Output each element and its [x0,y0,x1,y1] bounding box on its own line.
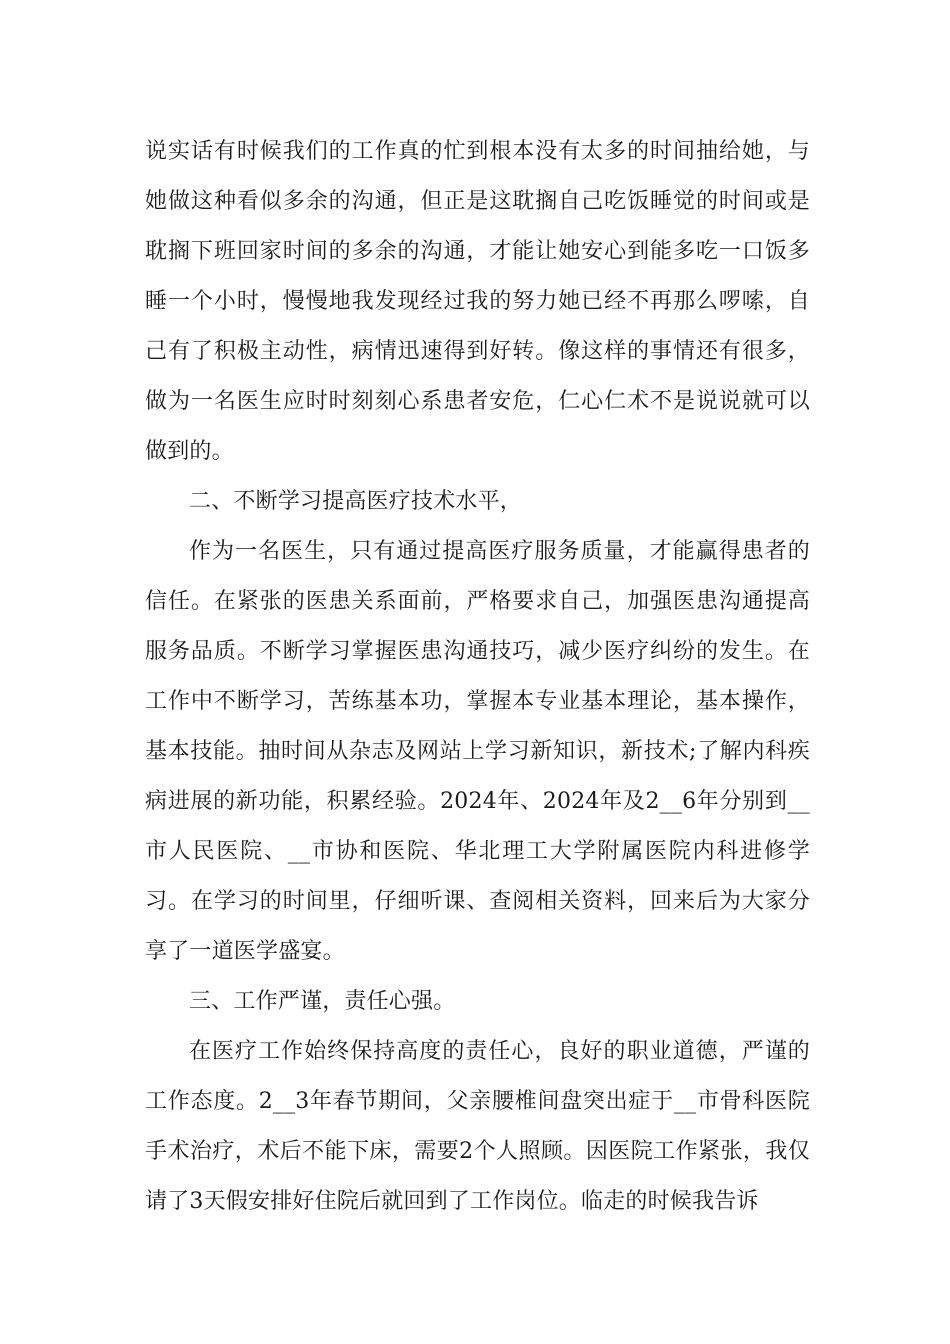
section-heading-3: 三、工作严谨，责任心强。 [189,989,456,1014]
paragraph-responsibility: 在医疗工作始终保持高度的责任心，良好的职业道德，严谨的工作态度。2__3年春节期间，父亲腰椎间盘突出症于__市骨科医院手术治疗，术后不能下床，需要2个人照顾。因医院工作紧张，我仅请了3天假安排好住院后就回到了工作岗位。临走的时候我告诉 [145,1039,810,1214]
paragraph-learning: 作为一名医生，只有通过提高医疗服务质量，才能赢得患者的信任。在紧张的医患关系面前，严格要求自己，加强医患沟通提高服务品质。不断学习掌握医患沟通技巧，减少医疗纠纷的发生。在工作中不断学习，苦练基本功，掌握本专业基本理论，基本操作，基本技能。抽时间从杂志及网站上学习新知识，新技术;了解内科疾病进展的新功能，积累经验。2024年、2024年及2__6年分别到__市人民医院、__市协和医院、华北理工大学附属医院内科进修学习。在学习的时间里，仔细听课、查阅相关资料，回来后为大家分享了一道医学盛宴。 [145,539,810,964]
paragraph-continuation: 说实话有时候我们的工作真的忙到根本没有太多的时间抽给她，与她做这种看似多余的沟通，但正是这耽搁自己吃饭睡觉的时间或是耽搁下班回家时间的多余的沟通，才能让她安心到能多吃一口饭多睡一个小时，慢慢地我发现经过我的努力她已经不再那么啰嗦，自己有了积极主动性，病情迅速得到好转。像这样的事情还有很多，做为一名医生应时时刻刻心系患者安危，仁心仁术不是说说就可以做到的。 [145,139,810,464]
section-heading-2: 二、不断学习提高医疗技术水平， [189,489,523,514]
document-body [145,127,810,1227]
